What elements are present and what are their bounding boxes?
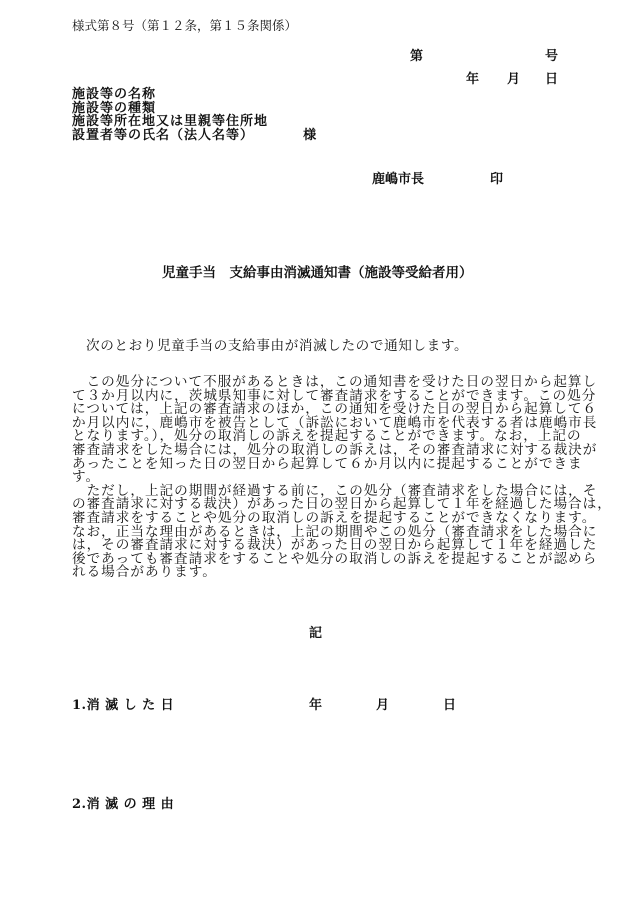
founder-name-label: 設置者等の氏名（法人名等） [72,127,255,143]
notice-line: は，その審査請求に対する裁決）があった日の翌日から起算して１年を経過した [72,537,598,554]
founder-row [72,129,317,143]
notice-line: となります。），処分の取消しの訴えを提起することができます。なお，上記の [72,428,582,445]
addressee-block [72,88,317,142]
notice-line: す。 [72,469,101,486]
form-id: 様式第８号（第１２条，第１５条関係） [72,18,298,33]
notice-line: 審査請求をした場合には，処分の取消しの訴えは，その審査請求に対する裁決が [72,441,598,458]
date-day: 日 [545,72,559,87]
issuer-seal: 印 [490,172,504,187]
facility-name-label: 施設等の名称 [72,87,157,102]
number-suffix: 号 [545,49,559,64]
notice-line: 審査請求をすることや処分の取消しの訴えを提起することができなくなります。 [72,509,597,526]
item-1-day: 日 [443,698,457,713]
notice-line: れる場合があります。 [72,564,217,581]
item-2-label: 2.消 滅 の 理 由 [72,797,175,812]
document-title: 児童手当 支給事由消滅通知書（施設等受給者用） [162,265,473,281]
intro-text: 次のとおり児童手当の支給事由が消滅したので通知します。 [86,338,469,354]
issuer-title: 鹿嶋市長 [372,172,425,187]
notice-line: この処分について不服があるときは，この通知書を受けた日の翌日から起算し [72,374,598,390]
facility-address-label: 施設等所在地又は里親等住所地 [72,114,269,129]
notice-line: については，上記の審査請求のほか，この通知を受けた日の翌日から起算して６ [72,401,598,418]
date-year: 年 [466,72,480,87]
notice-line: の審査請求に対する裁決）があった日の翌日から起算して１年を経過した場合は， [72,496,612,513]
number-prefix: 第 [410,49,424,64]
item-1-month: 月 [376,698,390,713]
honorific: 様 [303,127,318,143]
item-1-label: 1.消 滅 し た 日 [72,698,175,713]
notice-body [72,374,612,581]
notice-line: か月以内に，鹿嶋市を被告として（訴訟において鹿嶋市を代表する者は鹿嶋市長 [72,414,598,431]
notice-line: 後であっても審査請求をすることや処分の取消しの訴えを提起することが認めら [72,550,598,567]
item-1-year: 年 [309,698,323,713]
facility-type-label: 施設等の種類 [72,100,157,116]
notice-line: なお，正当な理由があるときは，上記の期間やこの処分（審査請求をした場合に [72,523,598,540]
notice-line: て３か月以内に，茨城県知事に対して審査請求をすることができます。この処分 [72,387,597,404]
ki-heading: 記 [309,626,323,641]
notice-line: あったことを知った日の翌日から起算して６か月以内に提起することができま [72,455,583,472]
date-month: 月 [507,72,521,87]
notice-line: ただし，上記の期間が経過する前に，この処分（審査請求をした場合には，そ [72,482,598,499]
